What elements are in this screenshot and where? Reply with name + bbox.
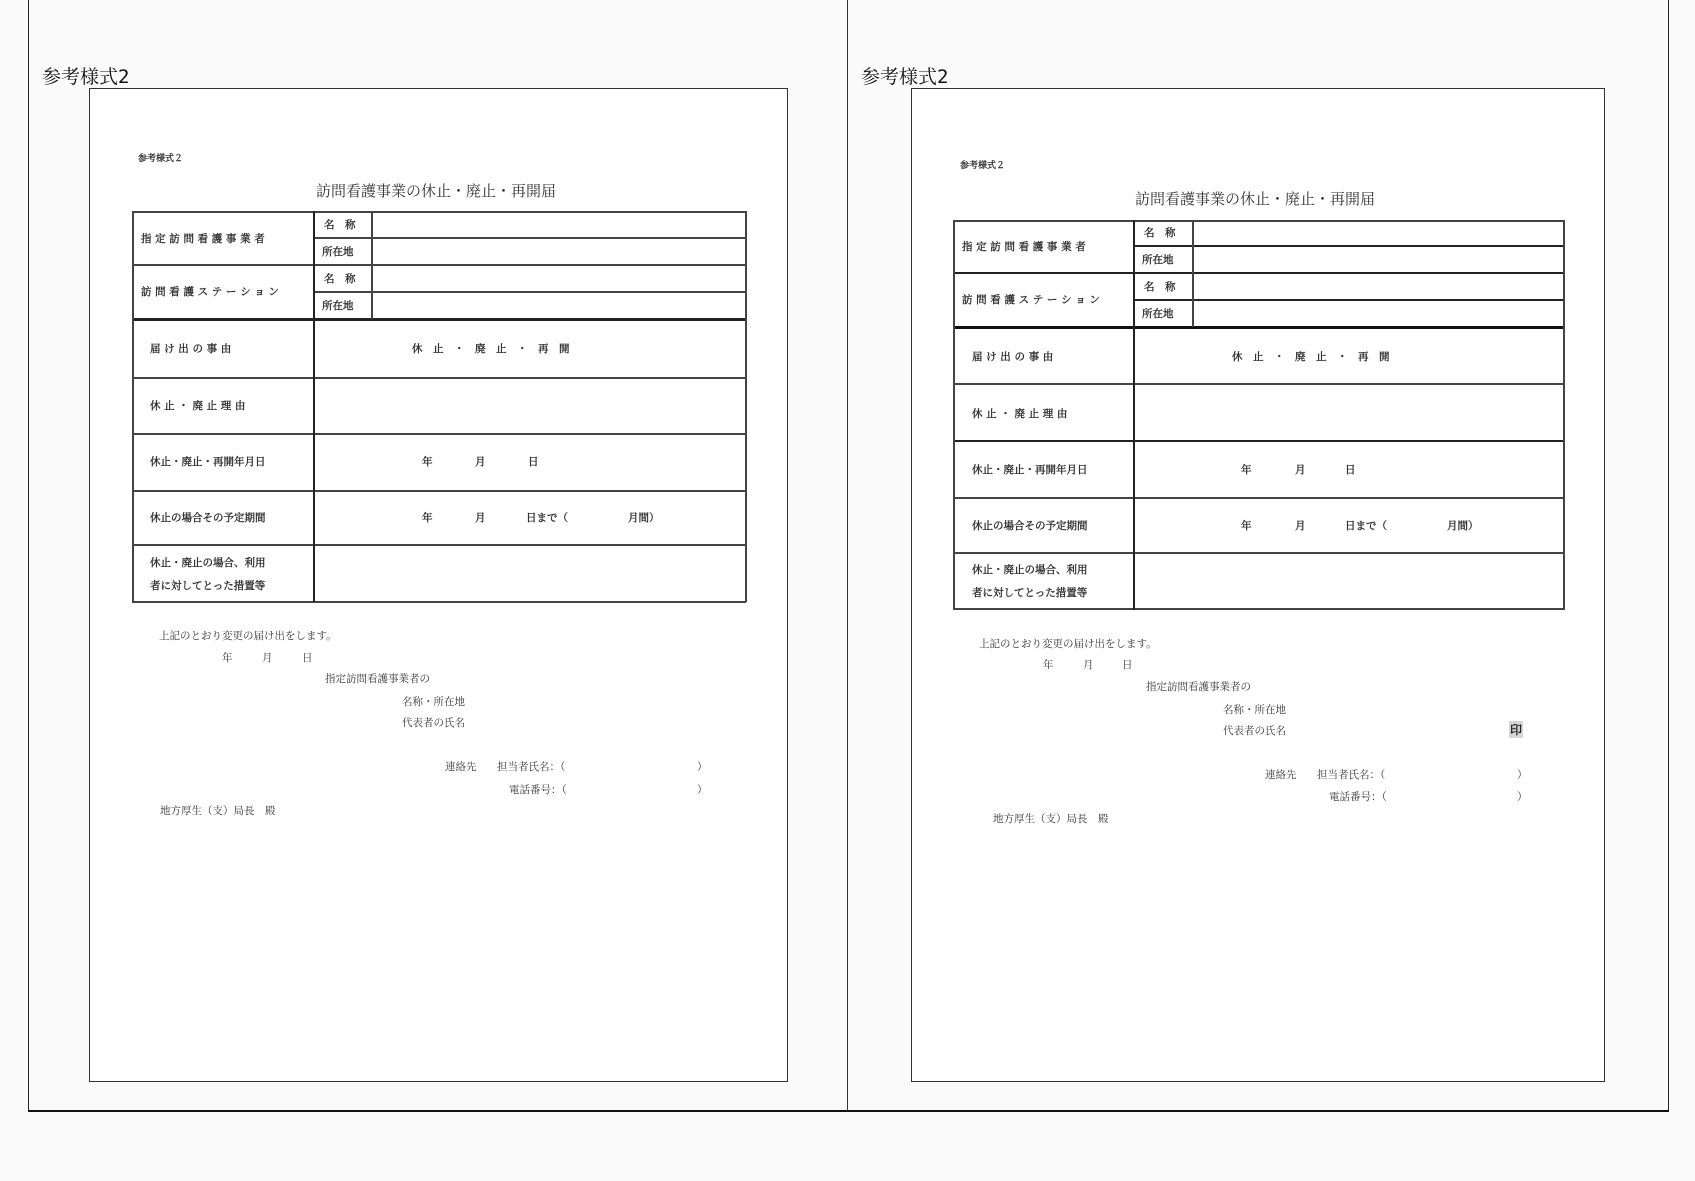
reason-type-label: 届 け 出 の 事 由 [150,343,232,355]
footer-date-day[interactable]: 日 [302,652,313,664]
form-title: 訪問看護事業の休止・廃止・再開届 [315,182,557,200]
provider-name-input[interactable] [375,215,743,235]
station-name-label: 名 称 [324,273,356,285]
footer-phone-close-right: ） [1517,791,1528,803]
station-address-input-right[interactable] [1196,303,1560,324]
provider-name-input-right[interactable] [1196,224,1560,243]
footer-phone-label: 電話番号：（ [509,784,567,796]
date-year[interactable]: 年 [422,456,433,468]
footer-addressee: 地方厚生（支）局長 殿 [160,805,276,817]
date-day[interactable]: 日 [528,456,539,468]
form-small-label-right: 参考様式２ [960,161,1006,171]
footer-phone-close: ） [697,784,708,796]
footer-representative: 代表者の氏名 [402,717,465,729]
period-year-right[interactable]: 年 [1241,520,1252,532]
footer-date-year[interactable]: 年 [222,652,233,664]
footer-representative-right: 代表者の氏名 [1223,725,1286,737]
provider-address-input[interactable] [375,241,743,261]
form-small-label: 参考様式２ [138,154,184,164]
footer-person-label: 担当者氏名：（ [497,761,566,773]
period-month-right[interactable]: 月 [1295,520,1306,532]
footer-provider-of: 指定訪問看護事業者の [325,673,430,685]
period-year[interactable]: 年 [422,512,433,524]
station-label: 訪 問 看 護 ス テ ー シ ョ ン [141,286,279,298]
date-month-right[interactable]: 月 [1295,464,1306,476]
reason-type-options-right[interactable]: 休 止 ・ 廃 止 ・ 再 開 [1232,351,1390,363]
form-title-right: 訪問看護事業の休止・廃止・再開届 [1134,190,1376,208]
measures-input[interactable] [318,548,742,598]
date-day-right[interactable]: 日 [1345,464,1356,476]
reason-type-options[interactable]: 休 止 ・ 廃 止 ・ 再 開 [412,343,570,355]
footer-phone-label-right: 電話番号：（ [1329,791,1387,803]
reason-input-right[interactable] [1138,387,1560,437]
reason-label: 休 止 ・ 廃 止 理 由 [150,400,246,412]
station-name-input-right[interactable] [1196,276,1560,297]
sheet-label-right: 参考様式2 [861,66,949,88]
period-until[interactable]: 日まで（ [526,512,568,524]
station-address-input[interactable] [375,295,743,315]
period-months-right[interactable]: 月間） [1447,520,1479,532]
reason-type-label-right: 届 け 出 の 事 由 [972,351,1054,363]
provider-label: 指 定 訪 問 看 護 事 業 者 [141,233,265,245]
station-address-label-right: 所在地 [1142,308,1174,320]
footer-contact-label: 連絡先 [445,761,477,773]
footer-person-label-right: 担当者氏名：（ [1317,769,1386,781]
date-label-right: 休止・廃止・再開年月日 [972,464,1088,476]
reason-label-right: 休 止 ・ 廃 止 理 由 [972,408,1068,420]
footer-addressee-right: 地方厚生（支）局長 殿 [993,813,1109,825]
measures-label-line2: 者に対してとった措置等 [150,580,266,592]
station-address-label: 所在地 [322,300,354,312]
footer-date-month-right[interactable]: 月 [1083,659,1094,671]
measures-label-line1: 休止・廃止の場合、利用 [150,557,266,569]
station-label-right: 訪 問 看 護 ス テ ー シ ョ ン [962,294,1100,306]
page-divider [847,0,848,1111]
provider-address-label: 所在地 [322,246,354,258]
measures-label-line1-right: 休止・廃止の場合、利用 [972,564,1088,576]
provider-name-label-right: 名 称 [1144,227,1176,239]
period-months[interactable]: 月間） [628,512,660,524]
date-year-right[interactable]: 年 [1241,464,1252,476]
provider-address-input-right[interactable] [1196,249,1560,270]
footer-contact-label-right: 連絡先 [1265,769,1297,781]
footer-statement: 上記のとおり変更の届け出をします。 [159,630,337,642]
provider-label-right: 指 定 訪 問 看 護 事 業 者 [962,241,1086,253]
date-label: 休止・廃止・再開年月日 [150,456,266,468]
provider-name-label: 名 称 [324,219,356,231]
provider-address-label-right: 所在地 [1142,254,1174,266]
footer-statement-right: 上記のとおり変更の届け出をします。 [979,638,1157,650]
measures-label-line2-right: 者に対してとった措置等 [972,587,1088,599]
footer-date-year-right[interactable]: 年 [1043,659,1054,671]
sheet-label-left: 参考様式2 [42,66,130,88]
period-until-right[interactable]: 日まで（ [1345,520,1387,532]
footer-person-close-right: ） [1517,769,1528,781]
period-label: 休止の場合その予定期間 [150,512,266,524]
footer-date-day-right[interactable]: 日 [1122,659,1133,671]
footer-person-close: ） [697,761,708,773]
measures-input-right[interactable] [1138,556,1560,606]
footer-name-address-right: 名称・所在地 [1223,704,1286,716]
reason-input[interactable] [318,381,742,429]
footer-name-address: 名称・所在地 [402,696,465,708]
footer-provider-of-right: 指定訪問看護事業者の [1146,681,1251,693]
date-month[interactable]: 月 [475,456,486,468]
period-month[interactable]: 月 [475,512,486,524]
footer-date-month[interactable]: 月 [262,652,273,664]
station-name-input[interactable] [375,268,743,288]
seal-icon: 印 [1510,723,1523,737]
period-label-right: 休止の場合その予定期間 [972,520,1088,532]
station-name-label-right: 名 称 [1144,281,1176,293]
